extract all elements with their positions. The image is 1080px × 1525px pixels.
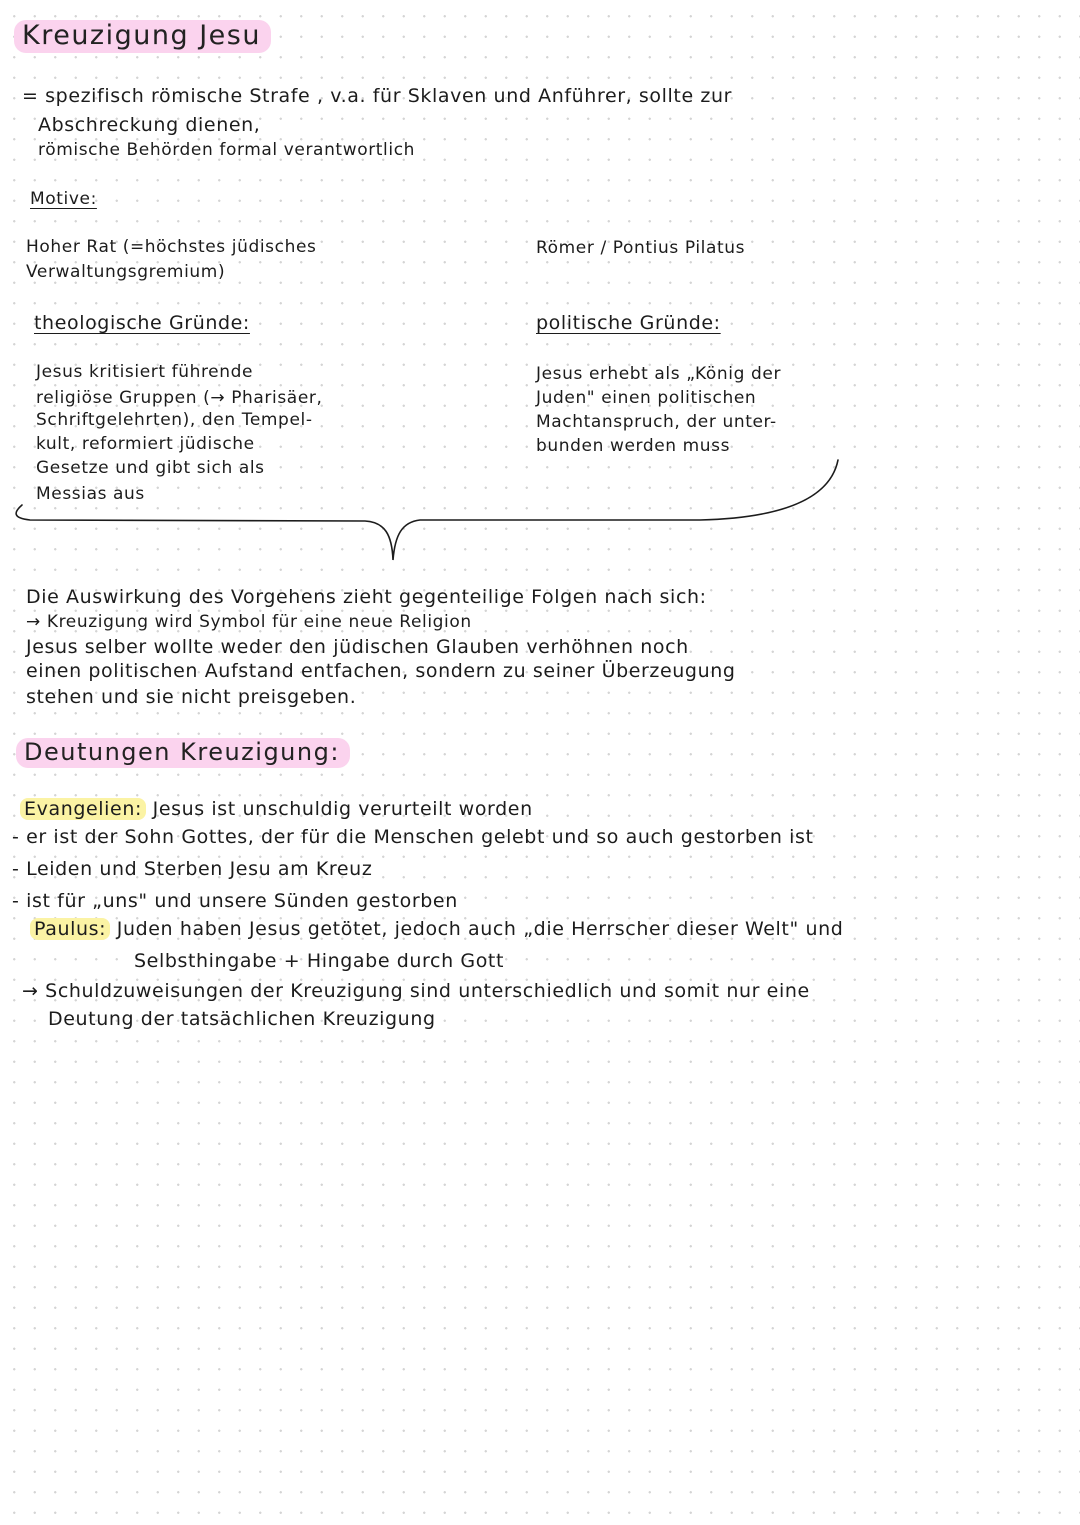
- definition-line-3: römische Behörden formal verantwortlich: [38, 140, 416, 160]
- hoher-rat-line-1: Hoher Rat (=höchstes jüdisches: [26, 237, 317, 257]
- consequence-line-2: → Kreuzigung wird Symbol für eine neue Religion: [26, 612, 472, 632]
- theology-line: Messias aus: [36, 484, 145, 504]
- politics-line: Machtanspruch, der unter-: [536, 412, 777, 432]
- theologische-gruende-heading: theologische Gründe:: [34, 312, 250, 334]
- conclusion-line-1: → Schuldzuweisungen der Kreuzigung sind unterschiedlich und somit nur eine: [22, 980, 810, 1002]
- evangelien-label: Evangelien:: [20, 798, 146, 820]
- politische-gruende-heading: politische Gründe:: [536, 312, 721, 334]
- deutung-point-1: - er ist der Sohn Gottes, der für die Menschen gelebt und so auch gestorben ist: [12, 826, 814, 848]
- paulus-text: Juden haben Jesus getötet, jedoch auch „die Herrscher dieser Welt" und: [116, 918, 844, 940]
- theology-line: Jesus kritisiert führende: [36, 362, 254, 382]
- deutungen-highlight: Deutungen Kreuzigung:: [16, 738, 350, 768]
- consequence-line-4: einen politischen Aufstand entfachen, sondern zu seiner Überzeugung: [26, 660, 736, 682]
- definition-line-1: = spezifisch römische Strafe , v.a. für Sklaven und Anführer, sollte zur: [22, 85, 733, 107]
- theology-line: Schriftgelehrten), den Tempel-: [36, 410, 313, 430]
- deutungen-heading: [16, 738, 350, 766]
- politics-line: bunden werden muss: [536, 436, 731, 456]
- theology-line: religiöse Gruppen (→ Pharisäer,: [36, 388, 323, 408]
- politics-line: Juden" einen politischen: [536, 388, 757, 408]
- definition-line-2: Abschreckung dienen,: [38, 114, 261, 136]
- deutung-point-2: - Leiden und Sterben Jesu am Kreuz: [12, 858, 373, 880]
- motive-heading: Motive:: [30, 189, 97, 209]
- consequence-line-5: stehen und sie nicht preisgeben.: [26, 686, 357, 708]
- deutung-point-3: - ist für „uns" und unsere Sünden gestorben: [12, 890, 458, 912]
- paulus-label: Paulus:: [30, 918, 110, 940]
- theology-line: kult, reformiert jüdische: [36, 434, 255, 454]
- conclusion-line-2: Deutung der tatsächlichen Kreuzigung: [48, 1008, 436, 1030]
- consequence-line-1: Die Auswirkung des Vorgehens zieht gegenteilige Folgen nach sich:: [26, 586, 707, 608]
- roemer-heading: Römer / Pontius Pilatus: [536, 238, 746, 258]
- paulus-line-2: Selbsthingabe + Hingabe durch Gott: [134, 950, 505, 972]
- theology-line: Gesetze und gibt sich als: [36, 458, 265, 478]
- paulus-line: [30, 918, 843, 940]
- hoher-rat-line-2: Verwaltungsgremium): [26, 262, 226, 282]
- evangelien-text: Jesus ist unschuldig verurteilt worden: [152, 798, 533, 820]
- title-highlight: Kreuzigung Jesu: [14, 20, 271, 53]
- consequence-line-3: Jesus selber wollte weder den jüdischen Glauben verhöhnen noch: [26, 636, 689, 658]
- evangelien-line: [20, 798, 533, 820]
- politics-line: Jesus erhebt als „König der: [536, 364, 782, 384]
